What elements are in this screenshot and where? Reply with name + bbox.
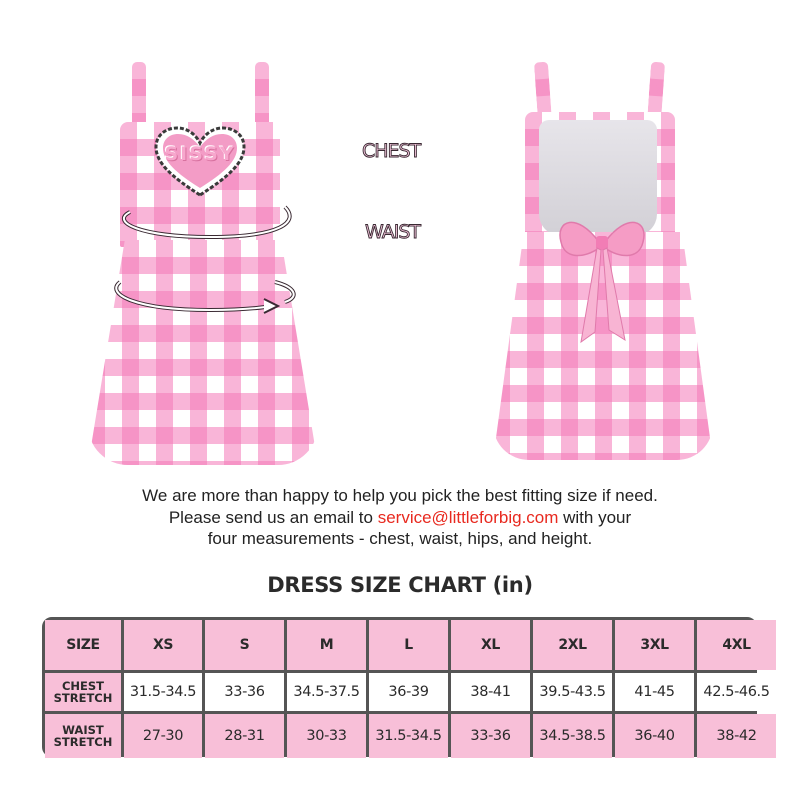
- badge-text: SISSY: [164, 143, 236, 165]
- table-cell: 41-45: [615, 673, 694, 711]
- front-dress-image: [80, 62, 460, 472]
- col-header-3xl: 3XL: [615, 620, 694, 670]
- row-header-chest: [45, 673, 121, 711]
- table-cell: 28-31: [205, 714, 284, 758]
- message-line-2-after: with your: [558, 507, 632, 527]
- row-header-chest-line1: CHEST: [61, 679, 105, 693]
- table-cell: 38-42: [697, 714, 776, 758]
- table-cell: 36-39: [369, 673, 448, 711]
- col-header-s: S: [205, 620, 284, 670]
- table-cell: 38-41: [451, 673, 530, 711]
- message-line-1: We are more than happy to help you pick the best fitting size if need.: [142, 486, 658, 505]
- col-header-xs: XS: [124, 620, 202, 670]
- col-header-l: L: [369, 620, 448, 670]
- table-cell: 34.5-38.5: [533, 714, 612, 758]
- table-cell: 33-36: [451, 714, 530, 758]
- row-header-waist: [45, 714, 121, 758]
- message-line-2-before: Please send us an email to: [168, 507, 378, 527]
- email-link[interactable]: service@littleforbig.com: [377, 507, 559, 527]
- size-chart-table: [42, 617, 770, 757]
- chest-label: CHEST: [362, 140, 421, 162]
- col-header-size: SIZE: [45, 620, 121, 670]
- row-header-waist-line1: WAIST: [62, 723, 104, 737]
- table-cell: 36-40: [615, 714, 694, 758]
- size-chart-title: DRESS SIZE CHART (in): [267, 573, 533, 597]
- waist-label: WAIST: [365, 221, 421, 243]
- table-cell: 33-36: [205, 673, 284, 711]
- table-cell: 39.5-43.5: [533, 673, 612, 711]
- table-cell: 27-30: [124, 714, 202, 758]
- help-message: [60, 485, 740, 550]
- col-header-4xl: 4XL: [697, 620, 776, 670]
- message-line-2: [60, 507, 740, 529]
- row-header-chest-line2: STRETCH: [53, 691, 113, 705]
- table-cell: 42.5-46.5: [697, 673, 776, 711]
- table-cell: 34.5-37.5: [287, 673, 366, 711]
- back-dress-image: [485, 62, 725, 472]
- col-header-2xl: 2XL: [533, 620, 612, 670]
- table-cell: 30-33: [287, 714, 366, 758]
- table-cell: 31.5-34.5: [369, 714, 448, 758]
- row-header-waist-line2: STRETCH: [53, 735, 113, 749]
- table-cell: 31.5-34.5: [124, 673, 202, 711]
- bow-icon: [547, 202, 657, 352]
- message-line-3: four measurements - chest, waist, hips, and height.: [207, 529, 593, 548]
- col-header-xl: XL: [451, 620, 530, 670]
- col-header-m: M: [287, 620, 366, 670]
- measurement-arrows-icon: [100, 182, 320, 322]
